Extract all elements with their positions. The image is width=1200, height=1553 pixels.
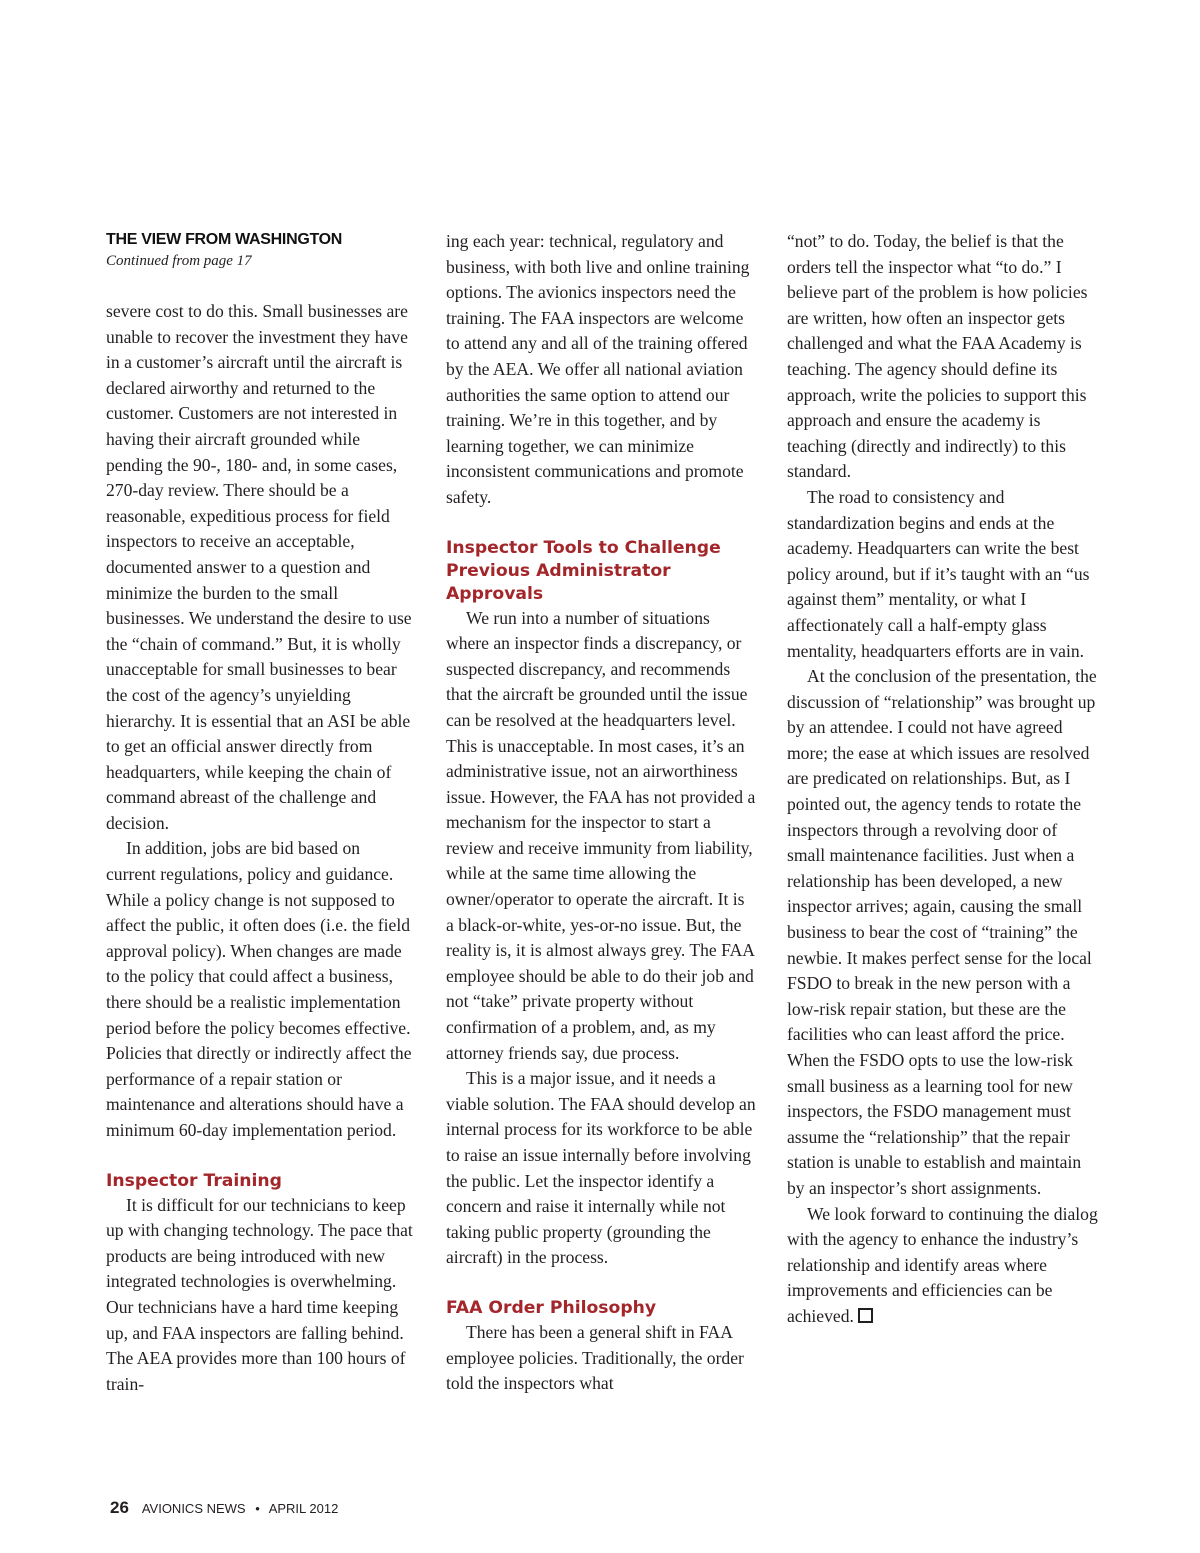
paragraph: This is a major issue, and it needs a viable solution. The FAA should develop an internal process for its workforce to be able to raise an issue internally before involving the public. Let the inspector identify a concern and raise it internally while not taking public property (grounding the aircraft) in the process. xyxy=(446,1068,756,1268)
subheading-faa-order-philosophy: FAA Order Philosophy xyxy=(446,1297,657,1318)
issue-date: APRIL 2012 xyxy=(268,1501,339,1516)
column-2 xyxy=(446,229,756,1397)
page-footer xyxy=(110,1498,338,1518)
paragraph: In addition, jobs are bid based on current regulations, policy and guidance. While a policy change is not supposed to affect the public, it often does (i.e. the field approval policy). When changes are made to the policy that could affect a business, there should be a realistic implementation period before the policy becomes effective. Policies that directly or indirectly affect the performance of a repair station or maintenance and alterations should have a minimum 60-day implementation period. xyxy=(106,838,412,1140)
footer-separator: • xyxy=(255,1501,260,1516)
paragraph: There has been a general shift in FAA employee policies. Traditionally, the order told the inspectors what xyxy=(446,1321,744,1394)
closing-text: We look forward to continuing the dialog with the agency to enhance the industry’s relationship and identify areas where improvements and efficiencies can be achieved. xyxy=(787,1203,1098,1326)
continued-note: Continued from page 17 xyxy=(106,253,252,269)
paragraph: The road to consistency and standardization begins and ends at the academy. Headquarters can write the best policy around, but if it’s taught with an “us against them” mentality, or what I affectionately call a half-empty glass mentality, headquarters efforts are in vain. xyxy=(787,486,1090,661)
end-mark-icon xyxy=(858,1308,873,1323)
publication-name: AVIONICS NEWS xyxy=(141,1501,246,1516)
department-heading: THE VIEW FROM WASHINGTON xyxy=(106,231,343,248)
page-number: 26 xyxy=(110,1498,129,1517)
paragraph: At the conclusion of the presentation, the discussion of “relationship” was brought up by an attendee. I could not have agreed more; the ease at which issues are resolved are predicated on relationships. But, as I pointed out, the agency tends to rotate the inspectors through a revolving door of small maintenance facilities. Just when a relationship has been developed, a new inspector arrives; again, causing the small business to bear the cost of “training” the newbie. It makes perfect sense for the local FSDO to break in the new person with a low-risk repair station, but these are the facilities who can least afford the price. When the FSDO opts to use the low-risk small business as a learning tool for new inspectors, the FSDO management must assume the “relationship” that the repair station is unable to establish and maintain by an inspector’s short assignments. xyxy=(787,666,1097,1198)
paragraph: It is difficult for our technicians to keep up with changing technology. The pace that products are being introduced with new integrated technologies is overwhelming. Our technicians have a hard time keeping up, and FAA inspectors are falling behind. The AEA provides more than 100 hours of train- xyxy=(106,1194,413,1394)
paragraph-closing xyxy=(787,1202,1099,1330)
column-1 xyxy=(106,229,414,1397)
paragraph: “not” to do. Today, the belief is that the orders tell the inspector what “to do.” I believe part of the problem is how policies are written, how often an inspector gets challenged and what the FAA Academy is teaching. The agency should define its approach, write the policies to support this approach and ensure the academy is teaching (directly and indirectly) to this standard. xyxy=(787,231,1088,482)
paragraph: severe cost to do this. Small businesses are unable to recover the investment they have in a customer’s aircraft until the aircraft is declared airworthy and returned to the customer. Customers are not interested in having their aircraft grounded while pending the 90-, 180- and, in some cases, 270-day review. There should be a reasonable, expeditious process for field inspectors to receive an acceptable, documented answer to a question and minimize the burden to the small businesses. We understand the desire to use the “chain of command.” But, it is wholly unacceptable for small businesses to bear the cost of the agency’s unyielding hierarchy. It is essential that an ASI be able to get an official answer directly from headquarters, while keeping the chain of command abreast of the challenge and decision. xyxy=(106,301,412,833)
paragraph: ing each year: technical, regulatory and business, with both live and online training options. The avionics inspectors need the training. The FAA inspectors are welcome to attend any and all of the training offered by the AEA. We offer all national aviation authorities the same option to attend our training. We’re in this together, and by learning together, we can minimize inconsistent communications and promote safety. xyxy=(446,231,750,507)
subheading-inspector-tools: Inspector Tools to Challenge Previous Administrator Approvals xyxy=(446,537,721,604)
column-3 xyxy=(787,229,1099,1330)
paragraph: We run into a number of situations where an inspector finds a discrepancy, or suspected discrepancy, and recommends that the aircraft be grounded until the issue can be resolved at the headquarters level. This is unacceptable. In most cases, it’s an administrative issue, not an airworthiness issue. However, the FAA has not provided a mechanism for the inspector to start a review and receive immunity from liability, while at the same time allowing the owner/operator to operate the aircraft. It is a black-or-white, yes-or-no issue. But, the reality is, it is almost always grey. The FAA employee should be able to do their job and not “take” private property without confirmation of a problem, and, as my attorney friends say, due process. xyxy=(446,607,756,1063)
subheading-inspector-training: Inspector Training xyxy=(106,1170,282,1191)
